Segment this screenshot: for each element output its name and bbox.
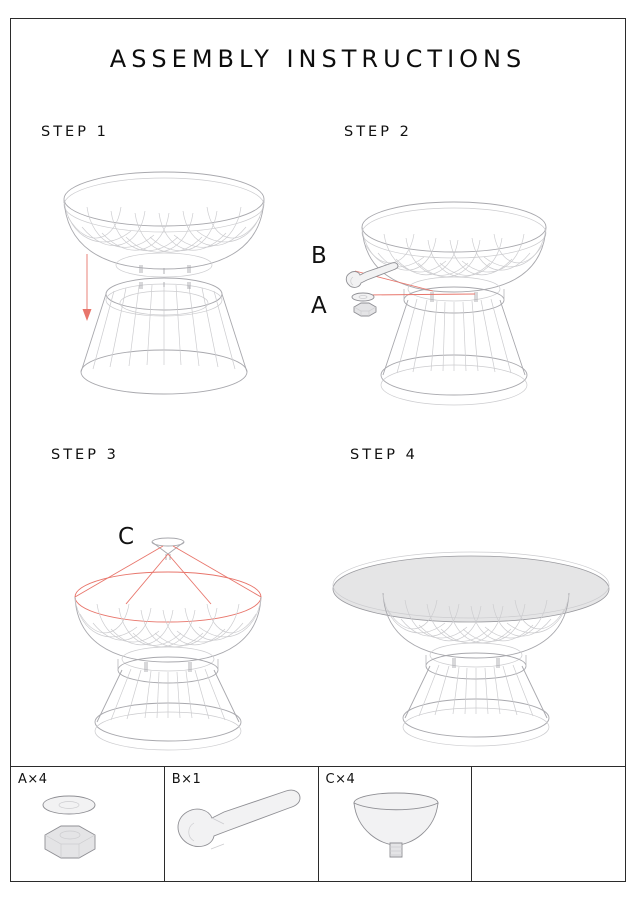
- nut-icon: [354, 303, 376, 316]
- legend-cell-empty: [472, 767, 625, 881]
- part-b-label: B×1: [171, 772, 202, 787]
- callout-b-label: B: [311, 243, 327, 269]
- callout-c-label: C: [118, 524, 135, 550]
- part-a-art: [11, 783, 164, 878]
- part-c-art: [319, 783, 472, 878]
- wrench-icon: [178, 790, 300, 849]
- assembly-arrow-icon: [83, 254, 92, 321]
- base-cone-icon: [81, 278, 247, 394]
- step-label-3: STEP 3: [51, 447, 119, 463]
- step-2-hardware-illustration: [337, 255, 417, 335]
- step-4-illustration: [331, 549, 611, 749]
- glass-top-icon: [333, 552, 609, 622]
- washer-icon: [43, 796, 95, 814]
- part-a-label: A×4: [18, 772, 48, 787]
- callout-a-label: A: [311, 293, 327, 319]
- step-1-illustration: [39, 169, 289, 419]
- legend-cell-a: [11, 767, 165, 881]
- step-label-2: STEP 2: [344, 124, 412, 140]
- step-label-4: STEP 4: [350, 447, 418, 463]
- basket-bowl-icon: [64, 172, 264, 277]
- instruction-sheet: [10, 18, 626, 882]
- part-c-label: C×4: [325, 772, 356, 787]
- callout-leader-lines: [75, 546, 261, 604]
- step-3-illustration: [51, 524, 281, 744]
- part-b-art: [165, 783, 318, 878]
- page-title: ASSEMBLY INSTRUCTIONS: [109, 45, 527, 73]
- nut-icon: [45, 826, 95, 858]
- legend-cell-c: [319, 767, 473, 881]
- cone-bolt-icon: [152, 538, 184, 560]
- assembled-frame-icon: [75, 572, 261, 750]
- wrench-icon: [346, 263, 398, 288]
- legend-cell-b: [165, 767, 319, 881]
- cone-bolt-icon: [354, 793, 438, 857]
- step-label-1: STEP 1: [41, 124, 109, 140]
- washer-icon: [352, 293, 374, 301]
- parts-legend: [11, 766, 625, 881]
